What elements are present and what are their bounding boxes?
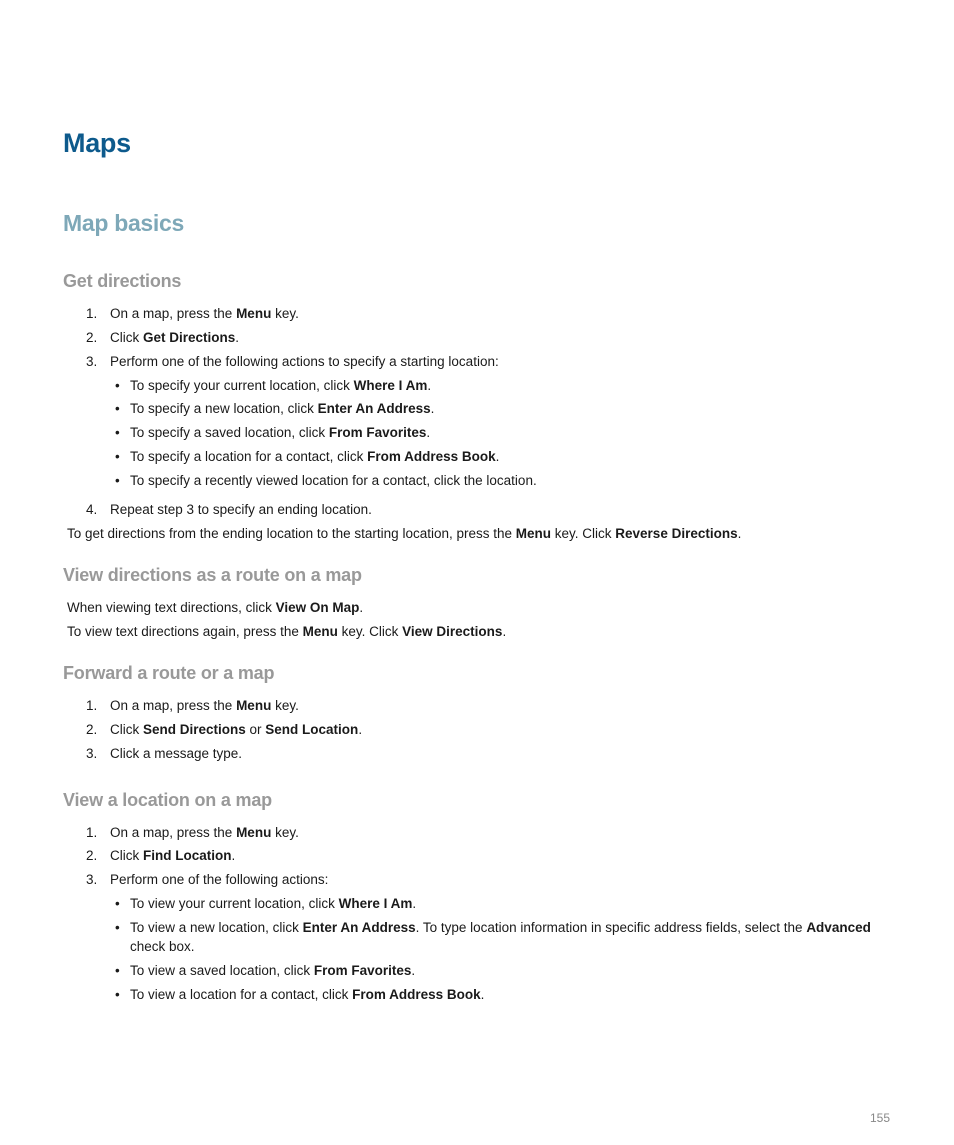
step-text: Click Send Directions or Send Location.	[110, 722, 363, 737]
step-text: Repeat step 3 to specify an ending location.	[110, 502, 372, 517]
bullet-marker: •	[115, 449, 120, 464]
step-number: 4.	[86, 502, 98, 517]
section-heading: Map basics	[63, 210, 184, 236]
bullet-text: To view your current location, click Where I Am.	[130, 896, 417, 911]
step-text: Click Find Location.	[110, 848, 236, 863]
paragraph: When viewing text directions, click View On Map.	[67, 600, 364, 615]
view-route-heading: View directions as a route on a map	[63, 565, 362, 585]
bullet-marker: •	[115, 896, 120, 911]
bullet-marker: •	[115, 401, 120, 416]
step-text: Perform one of the following actions to specify a starting location:	[110, 354, 499, 369]
bullet-marker: •	[115, 920, 120, 935]
bullet-marker: •	[115, 378, 120, 393]
bullet-text: To specify your current location, click Where I Am.	[130, 378, 432, 393]
step-text: Click a message type.	[110, 746, 243, 761]
bullet-text: To specify a new location, click Enter An Address.	[130, 401, 435, 416]
step-number: 2.	[86, 722, 98, 737]
step-number: 1.	[86, 306, 98, 321]
bullet-text: To specify a saved location, click From Favorites.	[130, 425, 431, 440]
step-text: Click Get Directions.	[110, 330, 240, 345]
page-title: Maps	[63, 128, 131, 158]
step-text: On a map, press the Menu key.	[110, 306, 299, 321]
paragraph: To view text directions again, press the Menu key. Click View Directions.	[67, 624, 507, 639]
step-number: 2.	[86, 848, 98, 863]
bullet-text: To specify a recently viewed location for a contact, click the location.	[130, 473, 537, 488]
bullet-text: To view a location for a contact, click From Address Book.	[130, 987, 485, 1002]
step-text: Perform one of the following actions:	[110, 872, 329, 887]
step-number: 2.	[86, 330, 98, 345]
bullet-marker: •	[115, 425, 120, 440]
step-text: On a map, press the Menu key.	[110, 698, 299, 713]
bullet-text: To specify a location for a contact, click From Address Book.	[130, 449, 500, 464]
step-number: 1.	[86, 698, 98, 713]
bullet-text: To view a saved location, click From Favorites.	[130, 963, 416, 978]
bullet-marker: •	[115, 987, 120, 1002]
step-number: 1.	[86, 825, 98, 840]
page-number: 155	[870, 1111, 891, 1125]
step-number: 3.	[86, 746, 98, 761]
forward-heading: Forward a route or a map	[63, 663, 275, 683]
step-number: 3.	[86, 872, 98, 887]
step-text: On a map, press the Menu key.	[110, 825, 299, 840]
bullet-marker: •	[115, 963, 120, 978]
step-number: 3.	[86, 354, 98, 369]
bullet-marker: •	[115, 473, 120, 488]
view-location-heading: View a location on a map	[63, 790, 272, 810]
directions-note: To get directions from the ending location to the starting location, press the Menu key. Click Reverse Directions.	[67, 526, 742, 541]
get-directions-heading: Get directions	[63, 271, 182, 291]
bullet-text: To view a new location, click Enter An Address. To type location information in specific address fields, select the Advanced check box.	[130, 920, 871, 954]
